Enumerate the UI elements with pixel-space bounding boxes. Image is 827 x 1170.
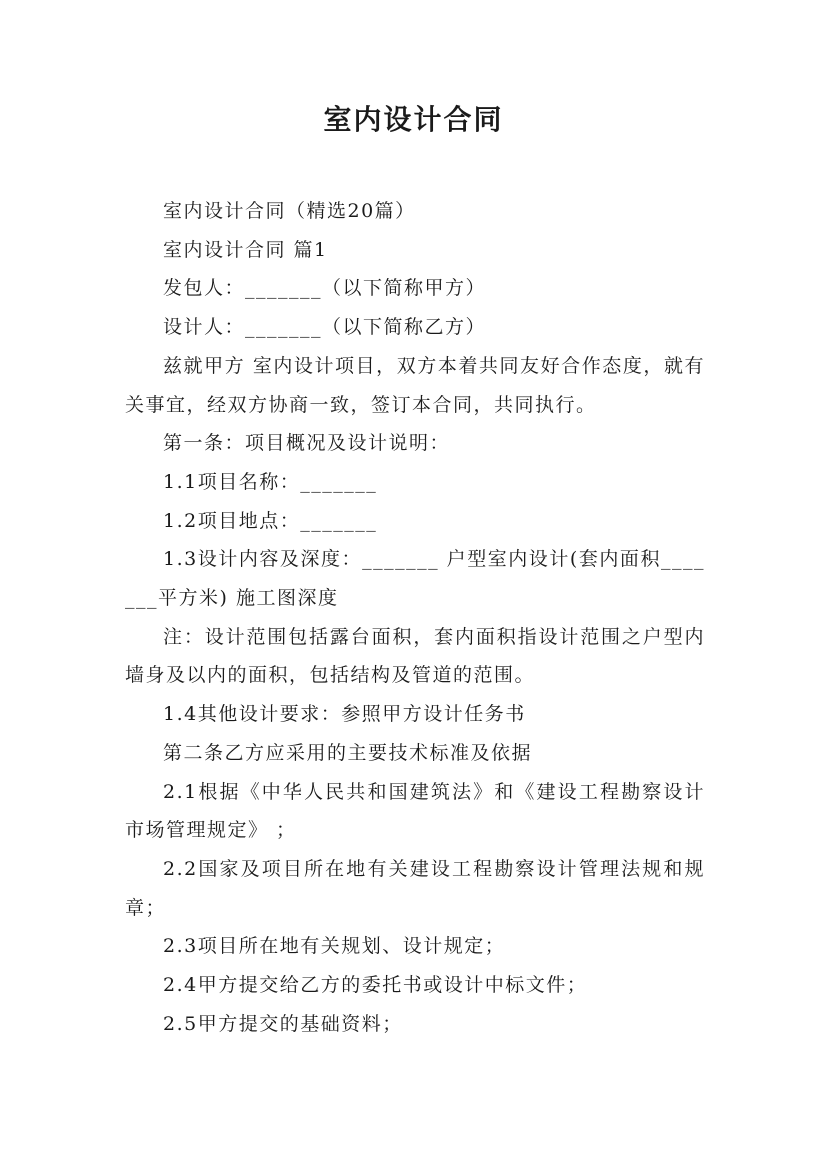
paragraph: 1.2项目地点：_______ — [163, 509, 378, 532]
paragraph: 1.3设计内容及深度：_______ 户型室内设计(套内面积_______平方米) 施工图深度 — [125, 548, 705, 610]
paragraph: 第一条：项目概况及设计说明： — [163, 432, 451, 455]
paragraph: 兹就甲方 室内设计项目，双方本着共同友好合作态度，就有关事宜，经双方协商一致，签订本合同，共同执行。 — [125, 354, 705, 416]
paragraph: 室内设计合同 篇1 — [163, 238, 328, 261]
paragraph: 2.2国家及项目所在地有关建设工程勘察设计管理法规和规章； — [125, 857, 705, 919]
paragraph: 设计人：_______（以下简称乙方） — [163, 316, 487, 339]
paragraph: 2.1根据《中华人民共和国建筑法》和《建设工程勘察设计市场管理规定》 ； — [125, 780, 705, 842]
paragraph: 2.5甲方提交的基础资料； — [163, 1012, 403, 1035]
paragraph: 2.3项目所在地有关规划、设计规定； — [163, 935, 506, 958]
paragraph: 注：设计范围包括露台面积，套内面积指设计范围之户型内墙身及以内的面积，包括结构及管道的范围。 — [125, 625, 705, 687]
paragraph: 1.1项目名称：_______ — [163, 470, 378, 493]
paragraph: 第二条乙方应采用的主要技术标准及依据 — [163, 741, 533, 764]
paragraph: 发包人：_______（以下简称甲方） — [163, 277, 487, 300]
document-body — [125, 192, 705, 1043]
paragraph: 室内设计合同（精选20篇） — [163, 200, 416, 222]
paragraph: 2.4甲方提交给乙方的委托书或设计中标文件； — [163, 974, 588, 997]
document-title: 室内设计合同 — [323, 103, 504, 136]
paragraph: 1.4其他设计要求：参照甲方设计任务书 — [163, 703, 526, 726]
